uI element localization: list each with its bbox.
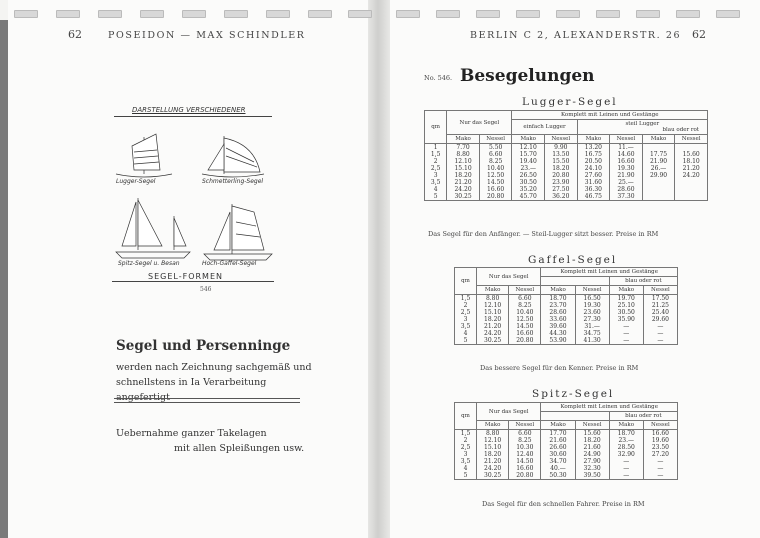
gaffel-row	[455, 309, 678, 316]
segel-heading: Segel und Persenninge	[116, 338, 291, 354]
spitz-cell-price: 12.40	[509, 451, 541, 458]
spitz-cell-qm: 4	[455, 465, 477, 472]
spitz-cell-price: —	[643, 465, 677, 472]
lugger-cell-qm: 3	[425, 172, 447, 179]
lugger-cell-price: 24.20	[447, 186, 480, 193]
spitz-cell-price: 23.50	[643, 444, 677, 451]
spitz-note: Das Segel für den schnellen Fahrer. Preise in RM	[482, 500, 645, 508]
gaffel-cell-price: 19.70	[609, 295, 643, 303]
lugger-cell-price: 7.70	[447, 144, 480, 152]
gaffel-cell-qm: 3	[455, 316, 477, 323]
lugger-cell-price: 23.—	[512, 165, 545, 172]
spitz-title: Spitz-Segel	[532, 388, 615, 400]
lugger-cell-price: 15.50	[545, 158, 578, 165]
gaffel-row	[455, 330, 678, 337]
lugger-cell-price	[675, 186, 708, 193]
gaffel-cell-price: 21.25	[643, 302, 677, 309]
right-page-header: BERLIN C 2, ALEXANDERSTR. 26	[470, 30, 682, 41]
lugger-cell-price: 30.50	[512, 179, 545, 186]
spitz-cell-price: 17.70	[541, 430, 575, 438]
gaffel-row	[455, 323, 678, 330]
spitz-cell-price: 24.90	[575, 451, 609, 458]
spitz-h-qm: qm	[455, 403, 477, 430]
gaffel-title: Gaffel-Segel	[528, 254, 618, 266]
gaffel-cell-price: —	[609, 323, 643, 330]
spitz-table-body	[455, 430, 678, 480]
lugger-cell-price: 14.60	[610, 151, 643, 158]
lugger-cell-price: 23.90	[545, 179, 578, 186]
label-schmetterling-segel: Schmetterling-Segel	[202, 178, 264, 185]
lugger-title: Lugger-Segel	[522, 96, 618, 108]
spitz-cell-price: 30.60	[541, 451, 575, 458]
gaffel-cell-price: —	[609, 337, 643, 345]
lugger-cell-price	[675, 193, 708, 201]
lugger-h-komplett: Komplett mit Leinen und Gestänge	[512, 111, 708, 120]
spitz-cell-price: 20.80	[509, 472, 541, 480]
spitz-cell-price: 21.60	[575, 444, 609, 451]
gaffel-cell-price: 53.90	[541, 337, 575, 345]
lugger-table-body	[425, 144, 708, 201]
gaffel-h-mako: Mako	[477, 286, 509, 295]
lugger-cell-qm: 1,5	[425, 151, 447, 158]
gaffel-row	[455, 302, 678, 309]
gaffel-h-mako: Mako	[609, 286, 643, 295]
lugger-cell-price: 26.—	[642, 165, 675, 172]
spitz-cell-price: 21.20	[477, 458, 509, 465]
gaffel-row	[455, 316, 678, 323]
gaffel-cell-price: —	[643, 337, 677, 345]
lugger-note: Das Segel für den Anfänger. — Steil-Lugger sitzt besser. Preise in RM	[428, 230, 659, 238]
lugger-h-qm: qm	[425, 111, 447, 144]
gaffel-cell-price: 12.10	[477, 302, 509, 309]
spitz-cell-price: 15.10	[477, 444, 509, 451]
lugger-cell-price: 16.60	[479, 186, 512, 193]
lugger-cell-price: 10.40	[479, 165, 512, 172]
gaffel-cell-price: 23.70	[541, 302, 575, 309]
lugger-cell-price: 18.20	[447, 172, 480, 179]
lugger-cell-price: 8.80	[447, 151, 480, 158]
spitz-h-blank	[541, 412, 609, 421]
lugger-row	[425, 172, 708, 179]
lugger-cell-price: 31.60	[577, 179, 610, 186]
lugger-cell-price: 25.—	[610, 179, 643, 186]
lugger-cell-price: 35.20	[512, 186, 545, 193]
gaffel-cell-price: 18.20	[477, 316, 509, 323]
spitz-cell-price: —	[609, 472, 643, 480]
spitz-cell-price: 18.20	[477, 451, 509, 458]
gaffel-cell-price: 24.20	[477, 330, 509, 337]
gaffel-h-nessel: Nessel	[509, 286, 541, 295]
spitz-cell-price: 24.20	[477, 465, 509, 472]
gaffel-cell-price: 21.20	[477, 323, 509, 330]
gaffel-cell-price: 28.60	[541, 309, 575, 316]
lugger-cell-qm: 2,5	[425, 165, 447, 172]
spitz-cell-price: 23.—	[609, 437, 643, 444]
gaffel-cell-price: 16.60	[509, 330, 541, 337]
lugger-h-steil-group	[577, 120, 707, 135]
lugger-row	[425, 179, 708, 186]
spitz-cell-price: 16.60	[509, 465, 541, 472]
spitz-cell-qm: 2,5	[455, 444, 477, 451]
lugger-cell-price: 13.50	[545, 151, 578, 158]
spitz-h-nur: Nur das Segel	[477, 403, 541, 421]
gaffel-cell-price: —	[609, 330, 643, 337]
gaffel-cell-price: 34.75	[575, 330, 609, 337]
lugger-cell-price	[642, 179, 675, 186]
gaffel-row	[455, 337, 678, 345]
lugger-cell-price: 30.25	[447, 193, 480, 201]
gaffel-h-nessel: Nessel	[575, 286, 609, 295]
takelage-line-1: Uebernahme ganzer Takelagen	[116, 428, 267, 439]
spitz-cell-price: 8.25	[509, 437, 541, 444]
lugger-h-mako: Mako	[447, 135, 480, 144]
gaffel-cell-price: 12.50	[509, 316, 541, 323]
lugger-cell-price: 27.50	[545, 186, 578, 193]
lugger-cell-price: 21.90	[642, 158, 675, 165]
spitz-h-mako: Mako	[609, 421, 643, 430]
lugger-cell-price: 21.20	[675, 165, 708, 172]
sail-illustration	[104, 106, 274, 288]
spitz-row	[455, 437, 678, 444]
spitz-cell-qm: 3,5	[455, 458, 477, 465]
lugger-row	[425, 193, 708, 201]
gaffel-table	[454, 267, 678, 345]
lugger-row	[425, 151, 708, 158]
lugger-h-nessel: Nessel	[610, 135, 643, 144]
lugger-cell-price: 9.90	[545, 144, 578, 152]
spitz-cell-price: 30.25	[477, 472, 509, 480]
lugger-h-nessel: Nessel	[479, 135, 512, 144]
lugger-cell-price: 26.50	[512, 172, 545, 179]
spitz-cell-price: 10.30	[509, 444, 541, 451]
lugger-cell-qm: 3,5	[425, 179, 447, 186]
binding-rings	[0, 8, 760, 18]
gaffel-cell-price: 18.70	[541, 295, 575, 303]
illustration-title: DARSTELLUNG VERSCHIEDENER	[132, 106, 246, 114]
spitz-cell-price: —	[609, 465, 643, 472]
lugger-cell-price: 15.60	[675, 151, 708, 158]
sail-drawings	[104, 122, 274, 282]
lugger-cell-qm: 2	[425, 158, 447, 165]
lugger-cell-price: 16.60	[610, 158, 643, 165]
gaffel-row	[455, 295, 678, 303]
gaffel-note: Das bessere Segel für den Kenner. Preise in RM	[480, 364, 639, 372]
spitz-cell-price: 18.20	[575, 437, 609, 444]
gaffel-h-blank	[541, 277, 609, 286]
spitz-cell-price: —	[609, 458, 643, 465]
lugger-cell-qm: 4	[425, 186, 447, 193]
lugger-cell-price: 15.70	[512, 151, 545, 158]
spitz-h-komplett: Komplett mit Leinen und Gestänge	[541, 403, 678, 412]
lugger-h-steil: steil Lugger	[625, 121, 660, 127]
spitz-row	[455, 465, 678, 472]
lugger-cell-price: 36.30	[577, 186, 610, 193]
lugger-cell-price: 11.—	[610, 144, 643, 152]
lugger-cell-price: 19.40	[512, 158, 545, 165]
lugger-cell-price: 14.50	[479, 179, 512, 186]
spitz-cell-price: 6.60	[509, 430, 541, 438]
spitz-cell-price: 8.80	[477, 430, 509, 438]
lugger-cell-qm: 5	[425, 193, 447, 201]
spitz-cell-price: 21.60	[541, 437, 575, 444]
lugger-cell-price: 45.70	[512, 193, 545, 201]
label-spitz-segel: Spitz-Segel u. Besan	[118, 260, 180, 267]
spitz-cell-price: 27.90	[575, 458, 609, 465]
gaffel-cell-price: 31.—	[575, 323, 609, 330]
gaffel-cell-price: 14.50	[509, 323, 541, 330]
gaffel-cell-price: 27.30	[575, 316, 609, 323]
lugger-cell-price: 21.20	[447, 179, 480, 186]
gaffel-h-nessel: Nessel	[643, 286, 677, 295]
lugger-h-mako: Mako	[512, 135, 545, 144]
spitz-cell-price: 15.60	[575, 430, 609, 438]
lugger-cell-price: 18.10	[675, 158, 708, 165]
gaffel-h-mako: Mako	[541, 286, 575, 295]
lugger-row	[425, 186, 708, 193]
spitz-cell-qm: 3	[455, 451, 477, 458]
lugger-h-nessel: Nessel	[545, 135, 578, 144]
lugger-cell-price: 5.50	[479, 144, 512, 152]
lugger-cell-price: 21.90	[610, 172, 643, 179]
spitz-cell-price: 34.70	[541, 458, 575, 465]
lugger-cell-price: 15.10	[447, 165, 480, 172]
segel-subtext: werden nach Zeichnung sachgemäß und schnellstens in Ia Verarbeitung angefertigt	[116, 362, 312, 403]
lugger-h-nur: Nur das Segel	[447, 111, 512, 135]
spitz-cell-price: 12.10	[477, 437, 509, 444]
gaffel-cell-price: 44.30	[541, 330, 575, 337]
gaffel-cell-price: 39.60	[541, 323, 575, 330]
gaffel-cell-price: 41.30	[575, 337, 609, 345]
lugger-cell-price: 19.30	[610, 165, 643, 172]
lugger-cell-price: 16.75	[577, 151, 610, 158]
lugger-h-mako: Mako	[577, 135, 610, 144]
gaffel-cell-price: —	[643, 330, 677, 337]
lugger-cell-price	[642, 144, 675, 152]
gaffel-cell-price: 23.60	[575, 309, 609, 316]
gaffel-cell-price: 30.50	[609, 309, 643, 316]
gaffel-cell-qm: 2	[455, 302, 477, 309]
spitz-cell-price: 18.70	[609, 430, 643, 438]
spitz-cell-price: 19.60	[643, 437, 677, 444]
illustration-footer: SEGEL-FORMEN	[148, 272, 223, 281]
gaffel-h-blau: blau oder rot	[609, 277, 677, 286]
spitz-row	[455, 472, 678, 480]
spitz-cell-price: 40.—	[541, 465, 575, 472]
spitz-cell-price: 27.20	[643, 451, 677, 458]
gaffel-cell-price: —	[643, 323, 677, 330]
lugger-cell-price: 36.20	[545, 193, 578, 201]
gaffel-cell-price: 35.90	[609, 316, 643, 323]
gaffel-cell-price: 25.40	[643, 309, 677, 316]
lugger-cell-price: 20.80	[545, 172, 578, 179]
lugger-cell-price	[642, 186, 675, 193]
gaffel-h-nur: Nur das Segel	[477, 268, 541, 286]
lugger-cell-price: 12.10	[512, 144, 545, 152]
lugger-cell-price: 20.80	[479, 193, 512, 201]
spitz-row	[455, 430, 678, 438]
right-page-number: 62	[692, 28, 706, 41]
gaffel-cell-price: 33.60	[541, 316, 575, 323]
illustration-bottom-rule	[112, 281, 274, 282]
spitz-cell-price: 14.50	[509, 458, 541, 465]
lugger-cell-price: 37.30	[610, 193, 643, 201]
gaffel-cell-price: 20.80	[509, 337, 541, 345]
spitz-h-nessel: Nessel	[575, 421, 609, 430]
spitz-cell-price: 26.60	[541, 444, 575, 451]
lugger-cell-price: 8.25	[479, 158, 512, 165]
lugger-cell-price: 24.20	[675, 172, 708, 179]
gaffel-cell-qm: 1,5	[455, 295, 477, 303]
lugger-cell-price: 6.60	[479, 151, 512, 158]
lugger-cell-price	[675, 144, 708, 152]
gaffel-cell-price: 19.30	[575, 302, 609, 309]
spitz-cell-price: —	[643, 458, 677, 465]
lugger-cell-price	[675, 179, 708, 186]
lugger-cell-price: 20.50	[577, 158, 610, 165]
lugger-cell-price: 18.20	[545, 165, 578, 172]
spitz-cell-price: 39.50	[575, 472, 609, 480]
gaffel-cell-price: 8.25	[509, 302, 541, 309]
spitz-row	[455, 458, 678, 465]
gaffel-cell-price: 15.10	[477, 309, 509, 316]
takelage-text	[116, 426, 316, 456]
lugger-cell-price: 17.75	[642, 151, 675, 158]
takelage-line-2: mit allen Spleißungen usw.	[174, 443, 305, 454]
double-rule	[114, 398, 300, 403]
lugger-cell-price: 13.20	[577, 144, 610, 152]
spitz-h-mako: Mako	[541, 421, 575, 430]
spitz-cell-price: 16.60	[643, 430, 677, 438]
spitz-h-nessel: Nessel	[509, 421, 541, 430]
item-number: No. 546.	[424, 74, 453, 82]
gaffel-cell-price: 29.60	[643, 316, 677, 323]
lugger-table	[424, 110, 708, 201]
lugger-h-mako: Mako	[642, 135, 675, 144]
lugger-h-einfach: einfach Lugger	[512, 120, 577, 135]
gaffel-table-body	[455, 295, 678, 345]
spitz-cell-qm: 1,5	[455, 430, 477, 438]
gaffel-h-qm: qm	[455, 268, 477, 295]
spitz-row	[455, 444, 678, 451]
gaffel-h-komplett: Komplett mit Leinen und Gestänge	[541, 268, 678, 277]
spitz-cell-price: 28.50	[609, 444, 643, 451]
spitz-cell-price: 50.30	[541, 472, 575, 480]
label-gaffel-segel: Hoch-Gaffel-Segel	[202, 260, 257, 267]
lugger-row	[425, 165, 708, 172]
spitz-cell-qm: 5	[455, 472, 477, 480]
lugger-cell-price: 46.75	[577, 193, 610, 201]
spitz-h-mako: Mako	[477, 421, 509, 430]
lugger-row	[425, 144, 708, 152]
gaffel-cell-price: 10.40	[509, 309, 541, 316]
label-lugger-segel: Lugger-Segel	[116, 178, 156, 185]
lugger-cell-price: 28.60	[610, 186, 643, 193]
binding-spine	[368, 0, 390, 538]
gaffel-cell-price: 8.80	[477, 295, 509, 303]
lugger-row	[425, 158, 708, 165]
lugger-h-blau: blau oder rot	[662, 127, 699, 133]
spitz-h-nessel: Nessel	[643, 421, 677, 430]
lugger-cell-price: 12.10	[447, 158, 480, 165]
spitz-cell-price: 32.30	[575, 465, 609, 472]
gaffel-cell-qm: 2,5	[455, 309, 477, 316]
figure-number: 546	[200, 286, 212, 293]
spitz-cell-qm: 2	[455, 437, 477, 444]
gaffel-cell-qm: 4	[455, 330, 477, 337]
spitz-table	[454, 402, 678, 480]
left-page-header: POSEIDON — MAX SCHINDLER	[108, 30, 306, 41]
spitz-row	[455, 451, 678, 458]
lugger-h-nessel: Nessel	[675, 135, 708, 144]
gaffel-cell-price: 25.10	[609, 302, 643, 309]
gaffel-cell-price: 30.25	[477, 337, 509, 345]
lugger-cell-price: 24.10	[577, 165, 610, 172]
lugger-cell-price	[642, 193, 675, 201]
left-page-number: 62	[68, 28, 82, 41]
spitz-cell-price: —	[643, 472, 677, 480]
spitz-cell-price: 32.90	[609, 451, 643, 458]
lugger-cell-qm: 1	[425, 144, 447, 152]
gaffel-cell-qm: 5	[455, 337, 477, 345]
lugger-cell-price: 12.50	[479, 172, 512, 179]
lugger-cell-price: 29.90	[642, 172, 675, 179]
gaffel-cell-price: 16.50	[575, 295, 609, 303]
page-edge	[0, 20, 8, 538]
gaffel-cell-price: 6.60	[509, 295, 541, 303]
gaffel-cell-qm: 3,5	[455, 323, 477, 330]
lugger-cell-price: 27.60	[577, 172, 610, 179]
gaffel-cell-price: 17.50	[643, 295, 677, 303]
spitz-h-blau: blau oder rot	[609, 412, 677, 421]
page-title: Besegelungen	[460, 66, 595, 86]
